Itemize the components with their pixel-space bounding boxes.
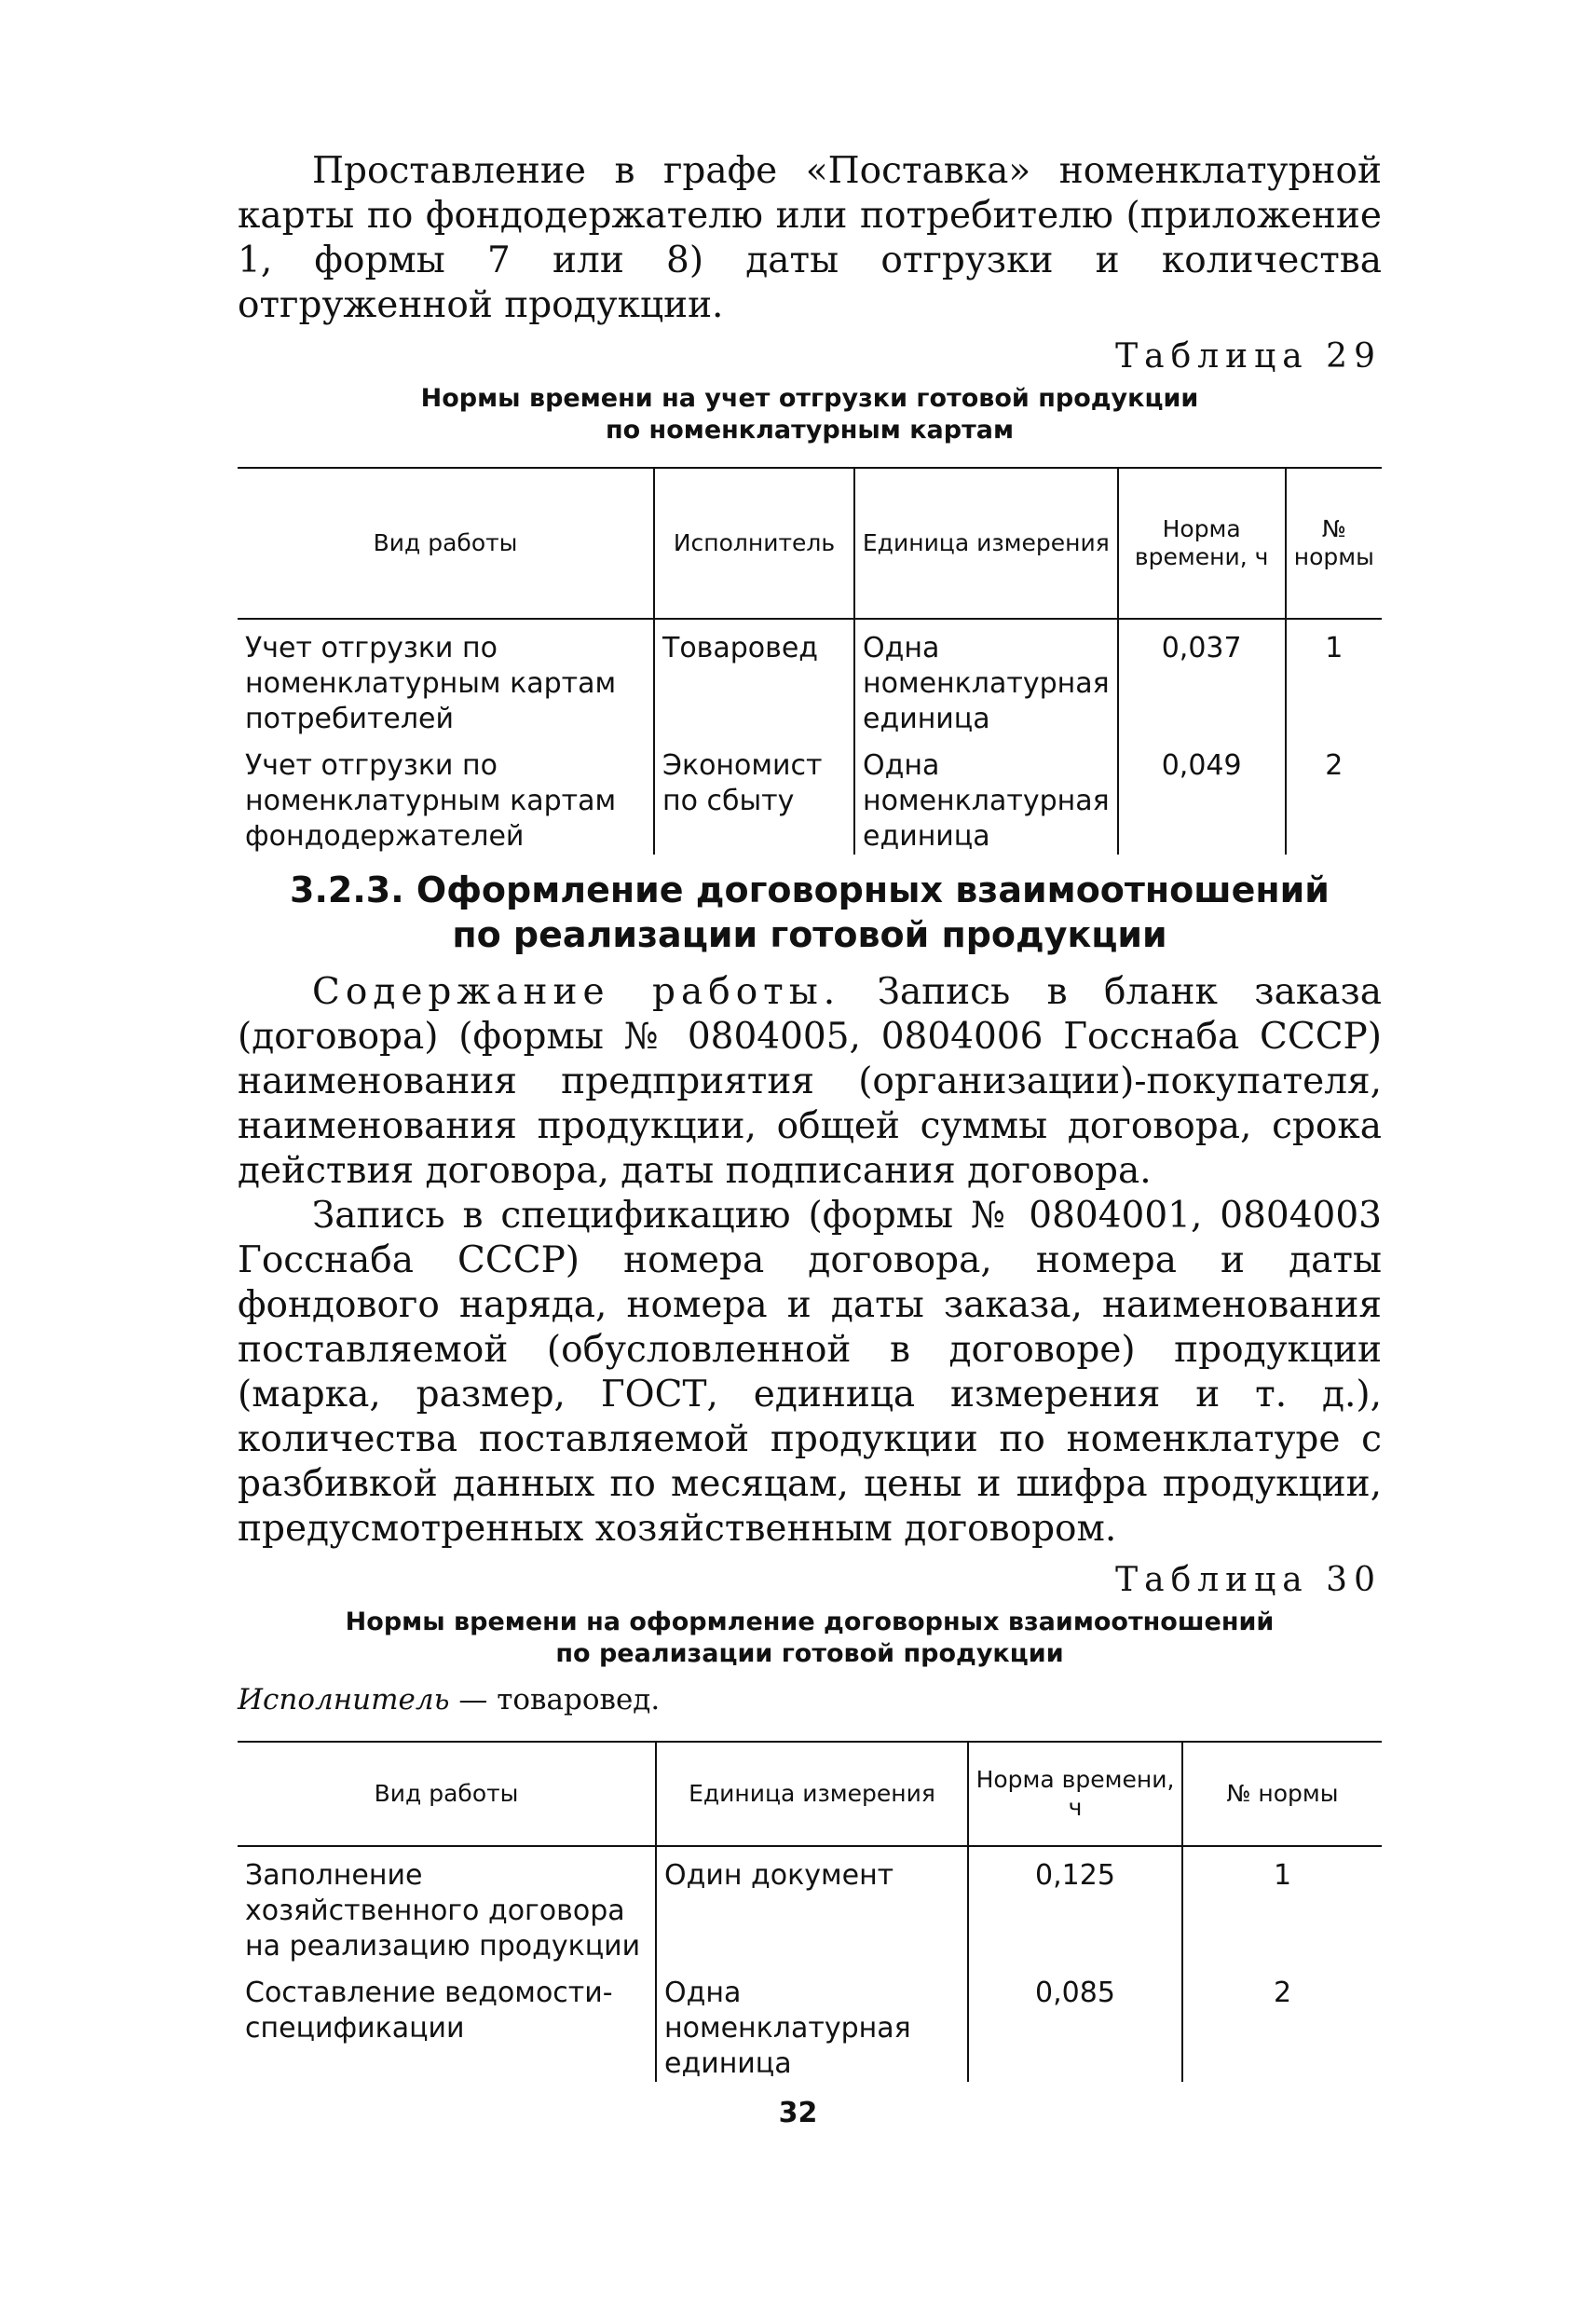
table30-cell-unit: Одна номенклатурная единица [656,1964,968,2082]
table29-cell-norm-number: 1 [1286,619,1382,737]
table29-header-norm-time: Норма времени, ч [1118,468,1286,619]
section-title-line1: 3.2.3. Оформление договорных взаимоотношений [290,869,1330,910]
table30-header-norm-time: Норма времени, ч [968,1742,1182,1846]
section-title-line2: по реализации готовой продукции [452,914,1167,955]
table30-caption [238,1607,1382,1670]
table30-cell-norm-number: 2 [1182,1964,1382,2082]
table30 [238,1741,1382,2082]
table29-cell-norm-time: 0,037 [1118,619,1286,737]
table30-caption-line2: по реализации готовой продукции [555,1639,1064,1668]
table30-header-unit: Единица измерения [656,1742,968,1846]
table29-header-unit: Единица измерения [854,468,1118,619]
content-text: Запись в бланк заказа (договора) (формы № 0804005, 0804006 Госснаба СССР) наименования предприятия (организации)-покупателя, наименования продукции, общей суммы договора, срока действия договора, даты подписания договора. [238,971,1382,1192]
table30-label: Таблица 30 [1115,1561,1382,1599]
table29-cell-work: Учет отгрузки по номенклатурным картам потребителей [245,632,617,735]
table-row [238,737,1382,855]
table29-caption [238,383,1382,446]
table29 [238,467,1382,855]
table30-cell-work: Заполнение хозяйственного договора на реализацию продукции [245,1859,641,1963]
table29-header-work: Вид работы [238,468,654,619]
intro-paragraph: Проставление в графе «Поставка» номенклатурной карты по фондодержателю или потребителю (приложение 1, формы 7 или 8) даты отгрузки и количества отгруженной продукции. [238,150,1382,326]
table30-header-row [238,1742,1382,1846]
table-row [238,619,1382,737]
page-number: 32 [778,2097,818,2129]
content-label: Содержание работы. [312,971,841,1013]
table29-cell-unit: Одна номенклатурная единица [854,737,1118,855]
table29-label: Таблица 29 [1115,337,1382,376]
section-heading [238,868,1382,957]
table30-header-work: Вид работы [238,1742,656,1846]
table30-caption-line1: Нормы времени на оформление договорных взаимоотношений [345,1607,1275,1636]
table30-cell-norm-time: 0,125 [968,1846,1182,1964]
table29-header-row [238,468,1382,619]
table29-cell-norm-number: 2 [1286,737,1382,855]
executor-value: — товаровед. [458,1683,661,1717]
table29-cell-executor: Экономист по сбыту [654,737,854,855]
table30-cell-norm-time: 0,085 [968,1964,1182,2082]
table29-caption-line2: по номенклатурным картам [605,416,1015,445]
content-paragraph [238,970,1382,1194]
table-row [238,1964,1382,2082]
table-row [238,1846,1382,1964]
spec-paragraph: Запись в спецификацию (формы № 0804001, 0804003 Госснаба СССР) номера договора, номера и даты фондового наряда, номера и даты заказа, наименования поставляемой (обусловленной в договоре) продукции (марка, размер, ГОСТ, единица измерения и т. д.), количества поставляемой продукции по номенклатуре с разбивкой данных по месяцам, цены и шифра продукции, предусмотренных хозяйственным договором. [238,1195,1382,1550]
table29-cell-work: Учет отгрузки по номенклатурным картам фондодержателей [245,749,617,853]
table29-cell-unit: Одна номенклатурная единица [854,619,1118,737]
table29-cell-executor: Товаровед [654,619,854,737]
executor-note [238,1683,1382,1717]
table29-header-norm-number: № нормы [1286,468,1382,619]
table29-header-executor: Исполнитель [654,468,854,619]
table30-cell-norm-number: 1 [1182,1846,1382,1964]
executor-label: Исполнитель [238,1683,450,1717]
table29-caption-line1: Нормы времени на учет отгрузки готовой продукции [420,384,1199,413]
table30-cell-unit: Один документ [656,1846,968,1964]
table30-header-norm-number: № нормы [1182,1742,1382,1846]
table29-cell-norm-time: 0,049 [1118,737,1286,855]
table30-cell-work: Составление ведомости-спецификации [245,1977,613,2045]
